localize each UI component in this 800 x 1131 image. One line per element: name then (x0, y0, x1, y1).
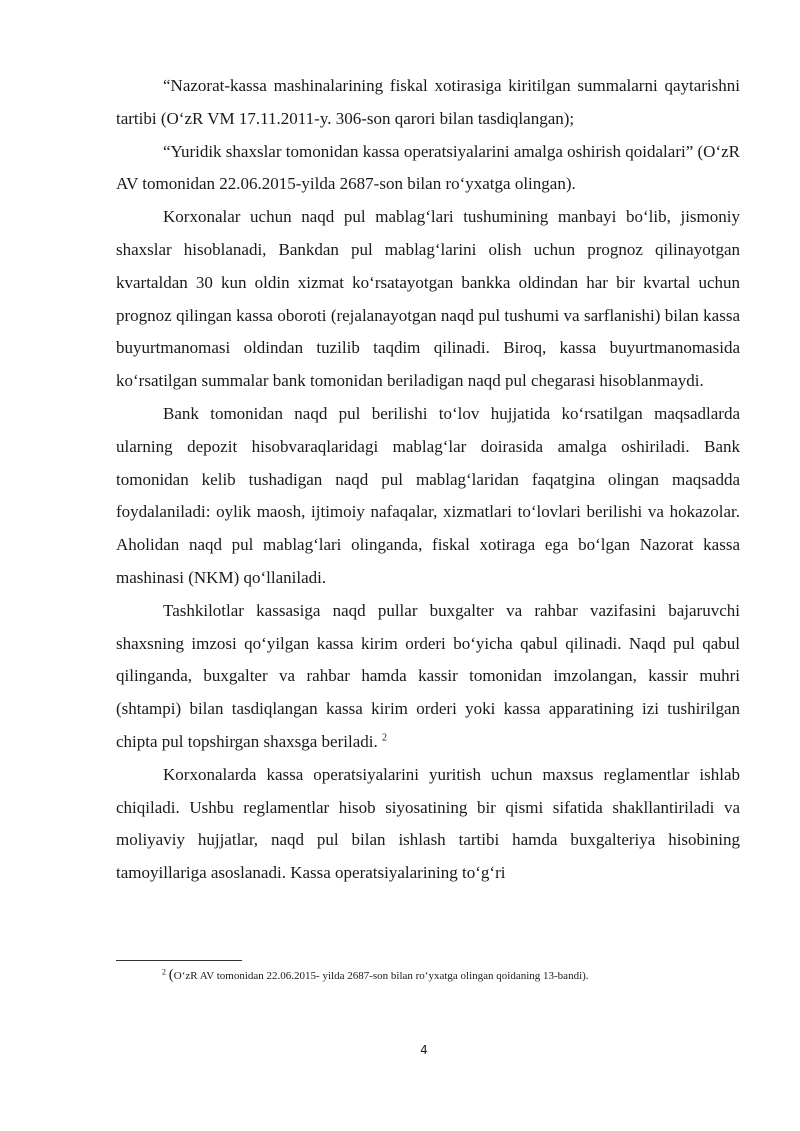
paragraph-5-text: Tashkilotlar kassasiga naqd pullar buxgalter va rahbar vazifasini bajaruvchi shaxsning imzosi qo‘yilgan kassa kirim orderi bo‘yicha qabul qilinadi. Naqd pul qabul qilinganda, buxgalter va rahbar hamda kassir tomonidan imzolangan, kassir muhri (shtampi) bilan tasdiqlangan kassa kirim orderi yoki kassa apparatining izi tushirilgan chipta pul topshirgan shaxsga beriladi. (116, 600, 740, 751)
page-number: 4 (420, 1043, 428, 1057)
footnote-reference[interactable]: 2 (381, 732, 387, 744)
footnote-open-paren: ( (168, 967, 174, 983)
footnote-separator (116, 960, 242, 961)
paragraph-1: “Nazorat-kassa mashinalarining fiskal xotirasiga kiritilgan summalarni qaytarishni tartibi (O‘zR VM 17.11.2011-y. 306-son qarori bilan tasdiqlangan); (116, 76, 740, 128)
footnote-marker: 2 (162, 967, 166, 977)
document-body (116, 70, 740, 890)
paragraph-3: Korxonalar uchun naqd pul mablag‘lari tushumining manbayi bo‘lib, jismoniy shaxslar hisoblanadi, Bankdan pul mablag‘larini olish uchun prognoz qilinayotgan kvartaldan 30 kun oldin xizmat ko‘rsatayotgan bankka oldindan har bir kvartal uchun prognoz qilingan kassa oboroti (rejalanayotgan naqd pul tushumi va sarflanishi) bilan kassa buyurtmanomasi oldindan tuzilib taqdim qilinadi. Biroq, kassa buyurtmanomasida ko‘rsatilgan summalar bank tomonidan beriladigan naqd pul chegarasi hisoblanmaydi. (116, 207, 740, 391)
footnote (162, 966, 742, 985)
paragraph-5 (116, 595, 740, 759)
footnote-text: O‘zR AV tomonidan 22.06.2015- yilda 2687-son bilan ro‘yxatga olingan qoidaning 13-bandi). (173, 970, 589, 982)
paragraph-2: “Yuridik shaxslar tomonidan kassa operatsiyalarini amalga oshirish qoidalari” (O‘zR AV tomonidan 22.06.2015-yilda 2687-son bilan ro‘yxatga olingan). (116, 141, 740, 194)
paragraph-6: Korxonalarda kassa operatsiyalarini yuritish uchun maxsus reglamentlar ishlab chiqiladi. Ushbu reglamentlar hisob siyosatining bir qismi sifatida shakllantiriladi va moliyaviy hujjatlar, naqd pul bilan ishlash tartibi hamda buxgalteriya hisobining tamoyillariga asoslanadi. Kassa operatsiyalarining to‘g‘ri (116, 764, 740, 883)
paragraph-4: Bank tomonidan naqd pul berilishi to‘lov hujjatida ko‘rsatilgan maqsadlarda ularning depozit hisobvaraqlaridagi mablag‘lar doirasida amalga oshiriladi. Bank tomonidan kelib tushadigan naqd pul mablag‘laridan faqatgina olingan maqsadda foydalaniladi: oylik maosh, ijtimoiy nafaqalar, xizmatlari to‘lovlari berilishi va hokazolar. Aholidan naqd pul mablag‘lari olinganda, fiskal xotiraga ega bo‘lgan Nazorat kassa mashinasi (NKM) qo‘llaniladi. (116, 403, 740, 587)
